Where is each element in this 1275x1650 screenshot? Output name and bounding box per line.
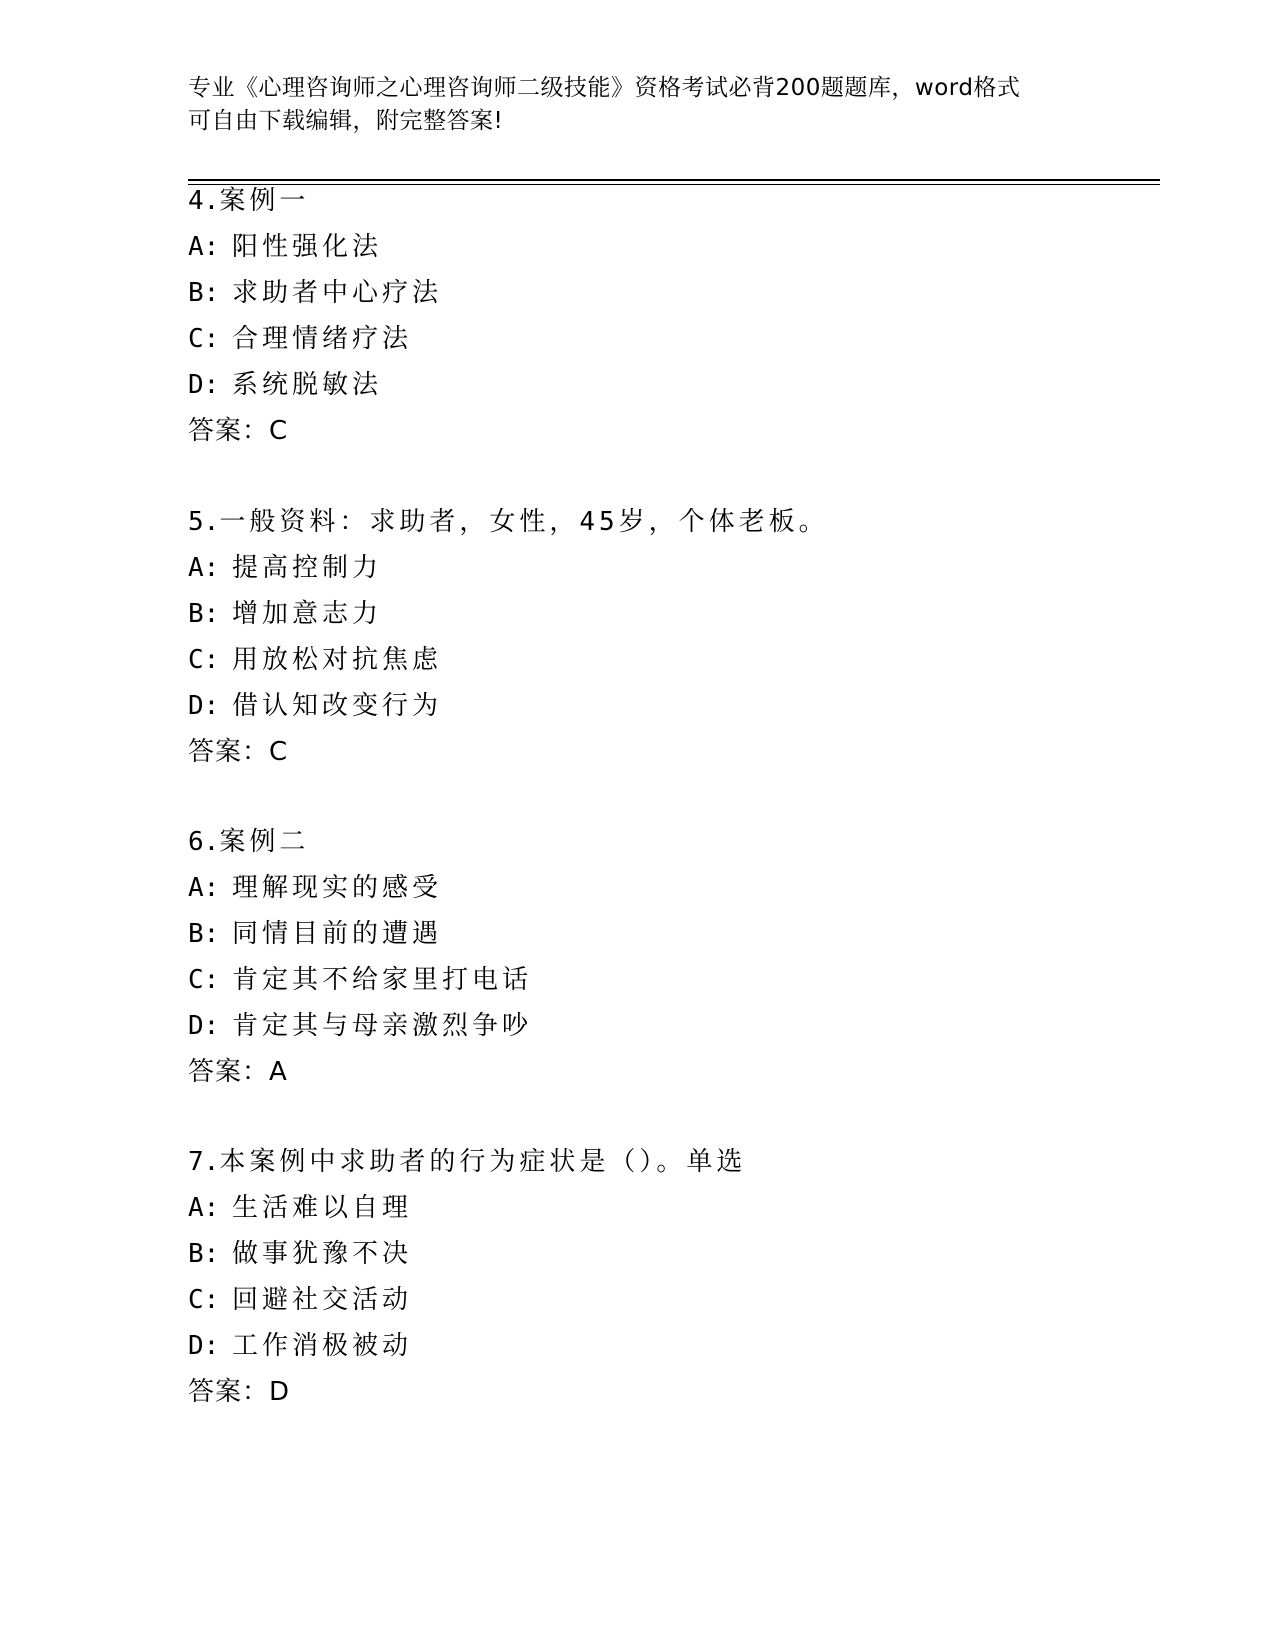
question-text: 一般资料：求助者，女性，45岁，个体老板。 [219, 507, 829, 537]
question-number: 4. [188, 186, 220, 216]
question-number: 6. [188, 827, 220, 857]
option-d [188, 683, 1168, 729]
option-b [188, 270, 1168, 316]
question-stem [188, 819, 1168, 865]
option-text: 回避社交活动 [232, 1285, 413, 1315]
option-key: B: [188, 1239, 220, 1269]
question-text: 本案例中求助者的行为症状是（）。单选 [219, 1147, 747, 1177]
option-text: 求助者中心疗法 [232, 278, 443, 308]
option-text: 合理情绪疗法 [232, 324, 413, 354]
question-stem [188, 178, 1168, 224]
option-key: C: [188, 645, 220, 675]
option-a [188, 545, 1168, 591]
answer-line: 答案：C [188, 416, 289, 446]
option-key: D: [188, 370, 220, 400]
option-text: 生活难以自理 [232, 1193, 413, 1223]
option-text: 用放松对抗焦虑 [232, 645, 443, 675]
option-b [188, 911, 1168, 957]
question-5 [188, 499, 1168, 775]
question-stem [188, 499, 1168, 545]
question-number: 7. [188, 1147, 220, 1177]
option-c [188, 316, 1168, 362]
option-key: C: [188, 324, 220, 354]
document-header [188, 72, 1088, 138]
option-text: 理解现实的感受 [232, 873, 443, 903]
option-b [188, 591, 1168, 637]
option-text: 提高控制力 [232, 553, 383, 583]
option-d [188, 1323, 1168, 1369]
question-number: 5. [188, 507, 220, 537]
question-7 [188, 1139, 1168, 1415]
option-d [188, 1003, 1168, 1049]
option-a [188, 865, 1168, 911]
option-c [188, 637, 1168, 683]
answer-line: 答案：C [188, 737, 289, 767]
option-text: 同情目前的遭遇 [232, 919, 443, 949]
option-d [188, 362, 1168, 408]
answer-line: 答案：A [188, 1057, 288, 1087]
option-key: A: [188, 553, 220, 583]
header-line-2: 可自由下载编辑，附完整答案! [188, 108, 504, 134]
option-key: D: [188, 1011, 220, 1041]
option-text: 阳性强化法 [232, 232, 383, 262]
option-key: D: [188, 1331, 220, 1361]
option-c [188, 1277, 1168, 1323]
option-text: 肯定其与母亲激烈争吵 [232, 1011, 533, 1041]
option-a [188, 224, 1168, 270]
question-6 [188, 819, 1168, 1095]
question-4 [188, 178, 1168, 454]
option-key: D: [188, 691, 220, 721]
option-a [188, 1185, 1168, 1231]
question-stem [188, 1139, 1168, 1185]
option-key: B: [188, 599, 220, 629]
question-text: 案例二 [219, 827, 310, 857]
option-key: C: [188, 1285, 220, 1315]
option-text: 借认知改变行为 [232, 691, 443, 721]
option-c [188, 957, 1168, 1003]
option-text: 系统脱敏法 [232, 370, 383, 400]
option-key: C: [188, 965, 220, 995]
answer-line: 答案：D [188, 1377, 291, 1407]
option-text: 肯定其不给家里打电话 [232, 965, 533, 995]
option-key: B: [188, 919, 220, 949]
option-text: 做事犹豫不决 [232, 1239, 413, 1269]
question-text: 案例一 [219, 186, 310, 216]
option-key: B: [188, 278, 220, 308]
option-key: A: [188, 873, 220, 903]
option-key: A: [188, 232, 220, 262]
header-line-1: 专业《心理咨询师之心理咨询师二级技能》资格考试必背200题题库，word格式 [188, 75, 1021, 101]
option-text: 工作消极被动 [232, 1331, 413, 1361]
option-text: 增加意志力 [232, 599, 383, 629]
option-key: A: [188, 1193, 220, 1223]
option-b [188, 1231, 1168, 1277]
